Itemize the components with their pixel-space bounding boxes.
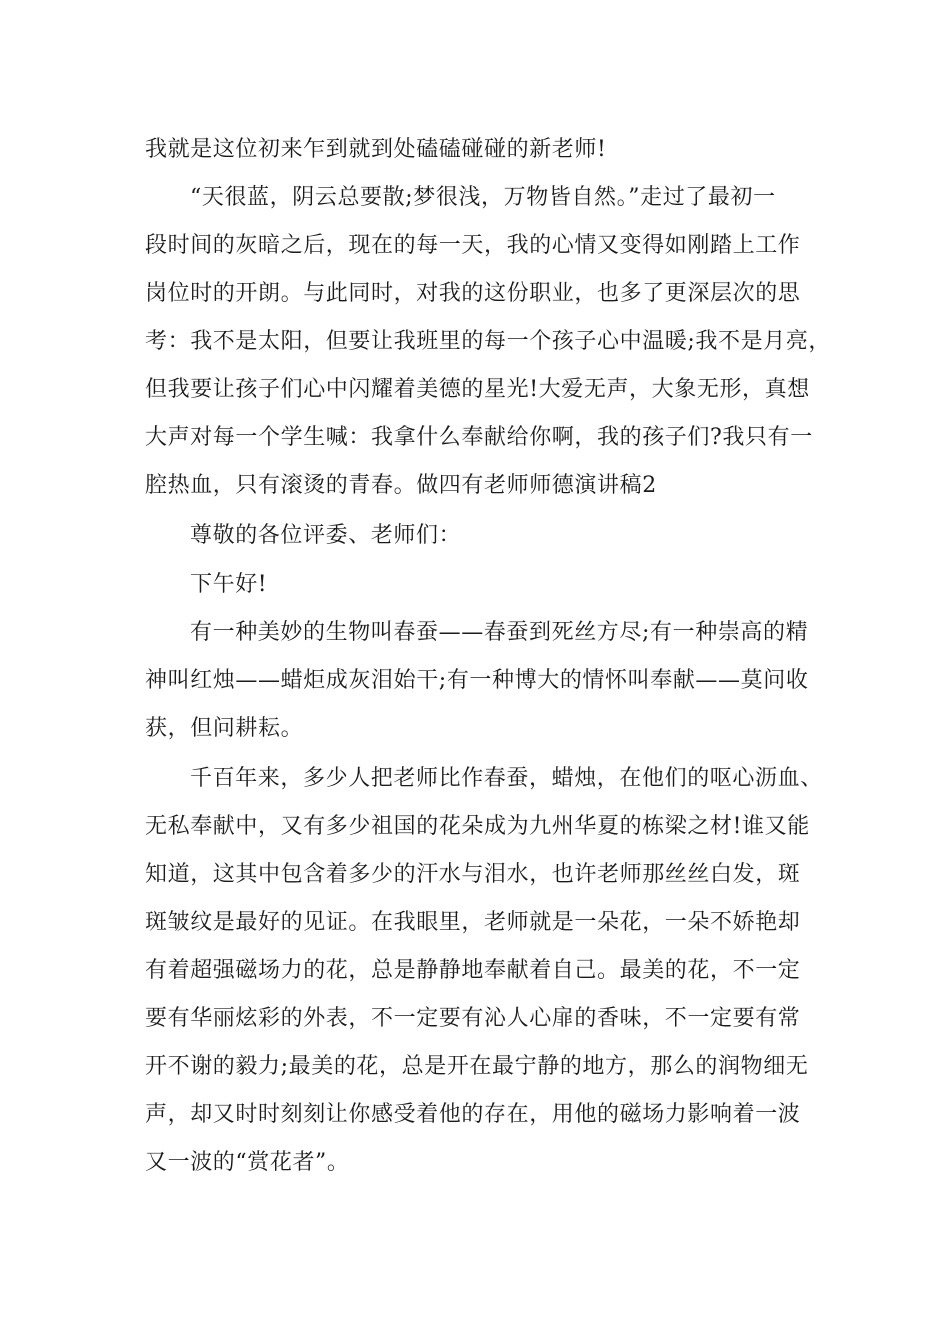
text-line: 腔热血，只有滚烫的青春。做四有老师师德演讲稿2 <box>145 473 657 498</box>
greeting-line: 下午好! <box>190 572 268 597</box>
salutation-line: 尊敬的各位评委、老师们： <box>190 523 462 548</box>
text-line: 知道，这其中包含着多少的汗水与泪水，也许老师那丝丝白发，斑 <box>145 862 801 887</box>
text-line: 段时间的灰暗之后，现在的每一天，我的心情又变得如刚踏上工作 <box>145 233 801 258</box>
text-line: 要有华丽炫彩的外表，不一定要有沁人心扉的香味，不一定要有常 <box>145 1006 801 1031</box>
text-line: 开不谢的毅力;最美的花，总是开在最宁静的地方，那么的润物细无 <box>145 1054 809 1079</box>
text-line: 大声对每一个学生喊：我拿什么奉献给你啊，我的孩子们?我只有一 <box>145 425 813 450</box>
text-line: 斑皱纹是最好的见证。在我眼里，老师就是一朵花，一朵不娇艳却 <box>145 910 801 935</box>
text-line: 我就是这位初来乍到就到处磕磕碰碰的新老师! <box>145 137 607 162</box>
text-line: 神叫红烛——蜡炬成灰泪始干;有一种博大的情怀叫奉献——莫问收 <box>145 668 809 693</box>
paragraph-start-line: 有一种美妙的生物叫春蚕——春蚕到死丝方尽;有一种崇高的精 <box>190 620 809 645</box>
text-line: 声，却又时时刻刻让你感受着他的存在，用他的磁场力影响着一波 <box>145 1102 801 1127</box>
text-line: 岗位时的开朗。与此同时，对我的这份职业，也多了更深层次的思 <box>145 281 801 306</box>
text-line: 又一波的“赏花者”。 <box>145 1150 350 1175</box>
text-line: 无私奉献中，又有多少祖国的花朵成为九州华夏的栋梁之材!谁又能 <box>145 814 810 839</box>
text-line: 获，但问耕耘。 <box>145 716 304 741</box>
text-line: 有着超强磁场力的花，总是静静地奉献着自己。最美的花，不一定 <box>145 958 801 983</box>
paragraph-start-line: 千百年来，多少人把老师比作春蚕，蜡烛，在他们的呕心沥血、 <box>190 766 823 791</box>
paragraph-start-line: “天很蓝，阴云总要散;梦很浅，万物皆自然。”走过了最初一 <box>190 185 776 210</box>
text-line: 但我要让孩子们心中闪耀着美德的星光!大爱无声，大象无形，真想 <box>145 377 810 402</box>
text-line: 考：我不是太阳，但要让我班里的每一个孩子心中温暖;我不是月亮， <box>145 329 832 354</box>
